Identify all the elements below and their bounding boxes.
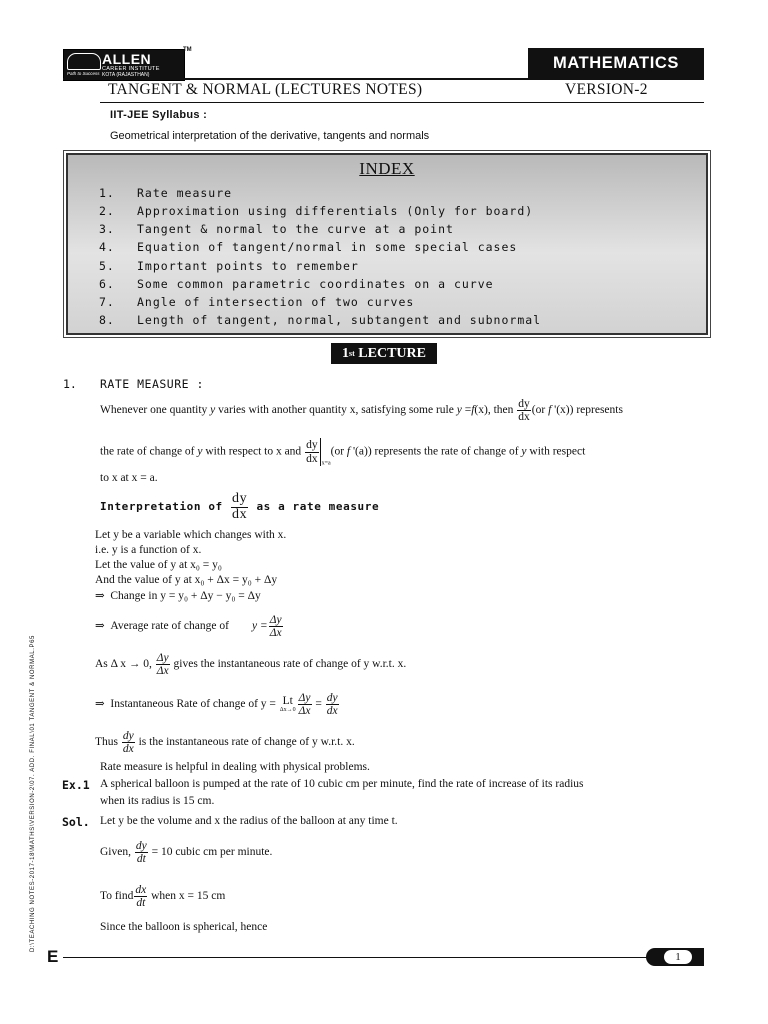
footer-letter: E [47,947,59,966]
solution-text: To find $\frac{dx}{dt}$ when x = 15 cm [100,884,226,910]
subject-banner: MATHEMATICS [528,48,704,78]
fraction: $\frac{\Delta y}{\Delta x}$ [269,614,282,640]
paragraph-line: the rate of change of y with respect to x and $\frac{dy}{dx}$ $_{x=a}$(or f '(a)) represents the rate of change of y with respect [100,439,586,467]
text-line: ⇒ Average rate of change of y = $\frac{\Delta y}{\Delta x}$ [95,614,282,640]
text-line: ⇒ Instantaneous Rate of change of y = Lt Δx→0 $\frac{\Delta y}{\Delta x}$ = $\frac{dy}{dx}$ [95,692,338,718]
text-line: As Δ x → 0, $\frac{\Delta y}{\Delta x}$ gives the instantaneous rate of change of y w.r.t. x. [95,652,407,678]
footer-rule [63,957,663,958]
file-path-margin: D:\TEACHING NOTES-2017-18\MATHS\VERSION-2\07. ADD. FINAL\01 TANGENT & NORMAL.P65 [30,635,36,952]
trademark: TM [183,47,192,53]
solution-text: Given, $\frac{dy}{dt}$ = 10 cubic cm per minute. [100,840,273,866]
page-number: 1 [664,950,692,964]
fraction: $\frac{\Delta y}{\Delta x}$ [298,692,311,718]
example-text: A spherical balloon is pumped at the rate of 10 cubic cm per minute, find the rate of increase of its radius [100,778,584,790]
text-line: Thus $\frac{dy}{dx}$ is the instantaneous rate of change of y w.r.t. x. [95,730,355,756]
implies-icon: ⇒ [95,620,105,633]
text-line: Rate measure is helpful in dealing with physical problems. [100,761,370,773]
subheading: Interpretation of $\frac{dy}{dx}$ as a rate measure [100,491,380,522]
index-title: INDEX [359,159,415,178]
fraction: $\frac{dy}{dx}$ [326,692,338,718]
index-box [66,153,708,335]
solution-text: Let y be the volume and x the radius of the balloon at any time t. [100,815,398,827]
fraction: $\frac{dy}{dx}$ [306,439,318,465]
paragraph-line: to x at x = a. [100,472,158,484]
index-item: 3. Tangent & normal to the curve at a point [99,222,454,236]
logo-location: KOTA (RAJASTHAN) [102,72,150,78]
limit: Lt Δx→0 [279,695,296,714]
fraction: $\frac{dy}{dt}$ [135,840,147,866]
fraction: $\frac{dy}{dx}$ [518,398,530,424]
text-line: ⇒ Change in y = y₀ + Δy − y₀ = Δy [95,590,261,602]
syllabus-heading: IIT-JEE Syllabus : [110,109,208,121]
lecture-banner: 1 st LECTURE [331,343,437,364]
section-heading: RATE MEASURE : [100,377,204,391]
solution-text: Since the balloon is spherical, hence [100,921,268,933]
index-item: 4. Equation of tangent/normal in some special cases [99,240,518,254]
index-item: 6. Some common parametric coordinates on a curve [99,277,494,291]
header-rule [63,78,704,80]
logo-name: ALLEN [102,51,152,67]
text-line: Let y be a variable which changes with x. [95,529,287,541]
logo-tagline: Path to Success [67,71,100,76]
example-text: when its radius is 15 cm. [100,795,215,807]
text-line: And the value of y at x₀ + Δx = y₀ + Δy [95,574,278,586]
paragraph-line: Whenever one quantity y varies with another quantity x, satisfying some rule y =f(x), then $\frac{dy}{dx}$ (or f '(x)) represents [100,398,623,424]
title-rule [100,102,704,103]
text-line: Let the value of y at x₀ = y₀ [95,559,222,571]
fraction: $\frac{\Delta y}{\Delta x}$ [156,652,169,678]
fraction: $\frac{dy}{dx}$ [122,730,134,756]
syllabus-text: Geometrical interpretation of the derivative, tangents and normals [110,130,430,142]
implies-icon: ⇒ [95,590,105,602]
fraction: $\frac{dx}{dt}$ [135,884,147,910]
index-item: 8. Length of tangent, normal, subtangent and subnormal [99,313,542,327]
logo-subtitle: CAREER INSTITUTE [102,66,160,72]
fraction: $\frac{dy}{dx}$ [232,491,248,522]
index-item: 5. Important points to remember [99,259,359,273]
implies-icon: ⇒ [95,698,105,711]
document-version: VERSION-2 [565,81,648,98]
allen-logo [63,49,185,81]
index-item: 2. Approximation using differentials (Only for board) [99,204,534,218]
example-label: Ex.1 [62,778,90,792]
index-item: 7. Angle of intersection of two curves [99,295,415,309]
text-line: i.e. y is a function of x. [95,544,202,556]
document-title: TANGENT & NORMAL (LECTURES NOTES) [108,81,423,98]
section-number: 1. [63,377,77,391]
index-item: 1. Rate measure [99,186,233,200]
solution-label: Sol. [62,815,90,829]
car-icon [67,53,101,70]
